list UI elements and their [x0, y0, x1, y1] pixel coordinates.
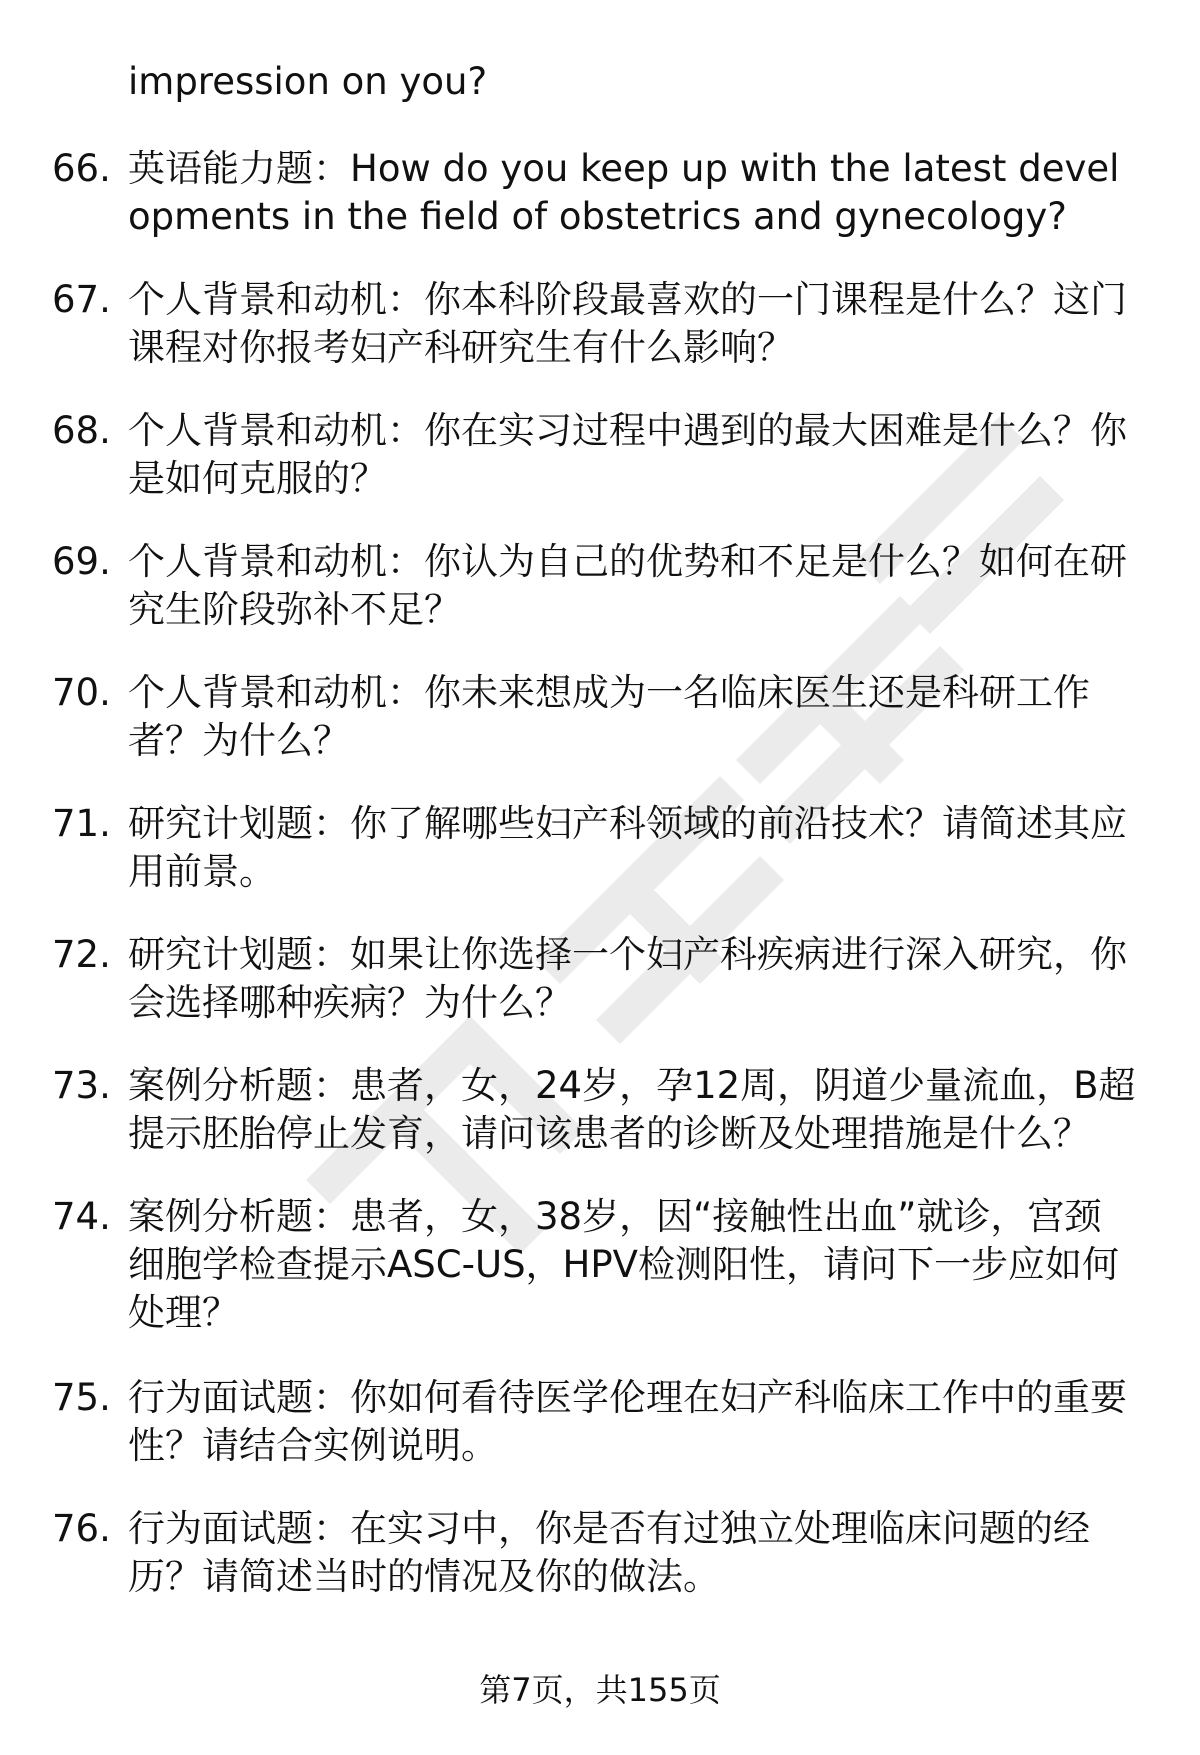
question-text: 个人背景和动机：你未来想成为一名临床医生还是科研工作者？为什么？ — [128, 671, 1090, 762]
question-number: 70. — [52, 671, 111, 714]
question-number: 73. — [52, 1064, 111, 1107]
question-text: 研究计划题：如果让你选择一个妇产科疾病进行深入研究，你会选择哪种疾病？为什么？ — [128, 933, 1127, 1024]
continuation-text: impression on you? — [128, 60, 488, 103]
question-text: 案例分析题：患者，女，24岁，孕12周，阴道少量流血，B超提示胚胎停止发育，请问该患者的诊断及处理措施是什么？ — [128, 1064, 1136, 1155]
question-text: 行为面试题：在实习中，你是否有过独立处理临床问题的经历？请简述当时的情况及你的做法。 — [128, 1507, 1090, 1598]
question-number: 68. — [52, 409, 111, 452]
question-number: 74. — [52, 1195, 111, 1238]
question-number: 71. — [52, 802, 111, 845]
question-text: 行为面试题：你如何看待医学伦理在妇产科临床工作中的重要性？请结合实例说明。 — [128, 1376, 1127, 1467]
question-number: 72. — [52, 933, 111, 976]
page-footer: 第7页，共155页 — [479, 1671, 721, 1709]
question-text: 案例分析题：患者，女，38岁，因“接触性出血”就诊，宫颈细胞学检查提示ASC-US，HPV检测阳性，请问下一步应如何处理？ — [128, 1195, 1119, 1334]
question-text: 个人背景和动机：你认为自己的优势和不足是什么？如何在研究生阶段弥补不足？ — [128, 540, 1127, 631]
question-number: 75. — [52, 1376, 111, 1419]
question-text: 个人背景和动机：你在实习过程中遇到的最大困难是什么？你是如何克服的？ — [128, 409, 1127, 500]
question-text: 个人背景和动机：你本科阶段最喜欢的一门课程是什么？这门课程对你报考妇产科研究生有什么影响？ — [128, 278, 1127, 369]
question-number: 67. — [52, 278, 111, 321]
question-number: 69. — [52, 540, 111, 583]
question-text: 英语能力题：How do you keep up with the latest developments in the field of obstetrics and gynecology? — [128, 147, 1120, 238]
question-number: 76. — [52, 1507, 111, 1550]
question-text: 研究计划题：你了解哪些妇产科领域的前沿技术？请简述其应用前景。 — [128, 802, 1127, 893]
question-number: 66. — [52, 147, 111, 190]
